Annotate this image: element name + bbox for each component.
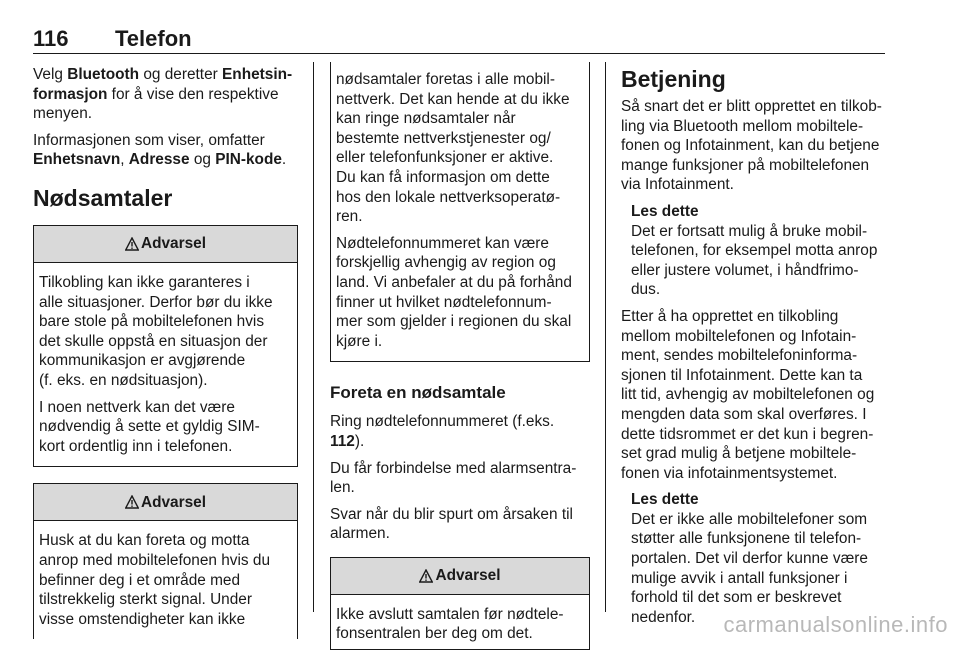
emergency-number: 112 (330, 432, 355, 450)
column-divider-2 (605, 62, 606, 612)
warning-paragraph: Tilkobling kan ikke garanteres i alle situasjoner. Derfor bør du ikke bare stole på mobiltelefonen hvis det skulle oppstå en situasjon der kommunikasjon er avgjørende (f. eks. en nødsituasjon). (39, 273, 273, 389)
paragraph-device-info: Velg Bluetooth og deretter Enhetsin- formasjon for å vise den respektive menyen. (33, 66, 293, 123)
warning-icon (419, 569, 433, 583)
menu-term-bluetooth: Bluetooth (67, 66, 140, 83)
header-rule (33, 53, 885, 54)
paragraph-dial: Ring nødtelefonnummeret (f.eks. 112). (330, 413, 555, 450)
term-pin-code: PIN-kode (215, 151, 282, 169)
page-title: Telefon (115, 26, 192, 51)
column-1 (33, 65, 298, 655)
warning-icon (125, 495, 139, 509)
note-title: Les dette (631, 491, 699, 509)
paragraph-after-connection: Etter å ha opprettet en tilkobling mellom mobiltelefonen og Infotain- ment, sendes mobiltelefoninforma- sjonen til Infotainment. Dette kan ta litt tid, avhengig av mobiltelefonen og mengden data som skal overføres. I dette tidsrommet er det kun i begren- set grad mulig å betjene mobiltele- fonen via infotainmentsystemet. (621, 307, 875, 482)
warning-paragraph: Ikke avslutt samtalen før nødtele- fonsentralen ber deg om det. (336, 605, 564, 643)
paragraph-info-fields: Informasjonen som viser, omfatter Enhetsnavn, Adresse og PIN-kode. (33, 131, 287, 169)
warning-box-2 (33, 483, 298, 639)
term-address: Adresse (128, 151, 190, 169)
paragraph-connected: Du får forbindelse med alarmsentra- len. (330, 459, 577, 497)
warning-box-3 (330, 557, 590, 650)
warning-header (34, 226, 297, 263)
paragraph-answer: Svar når du blir spurt om årsaken til alarmen. (330, 505, 573, 543)
column-divider-1 (313, 62, 314, 612)
warning-title: Advarsel (140, 493, 207, 511)
note-2: Les dette Det er ikke alle mobiltelefoner som støtter alle funksjonene til telefon- portalen. Det vil derfor kunne være mulige avvik i antall funksjoner i forhold til det som er beskrevet nedenfor. (621, 490, 889, 627)
note-title: Les dette (631, 202, 699, 220)
warning-box-1 (33, 225, 298, 467)
warning-paragraph: Nødtelefonnummeret kan være forskjellig avhengig av region og land. Vi anbefaler at du på forhånd finner ut hvilket nødtelefonnum- mer som gjelder i regionen du skal kjøre i. (336, 234, 572, 350)
warning-header (331, 558, 589, 595)
column-3 (621, 65, 889, 634)
column-2 (330, 62, 590, 666)
page-header (33, 22, 885, 54)
section-heading-emergency-calls: Nødsamtaler (33, 184, 173, 211)
warning-paragraph: nødsamtaler foretas i alle mobil- nettverk. Det kan hende at du ikke kan ringe nødsamtaler når bestemte nettverkstjenester og/ eller telefonfunksjoner er aktive. Du kan få informasjon om dette hos den lokale nettverksoperatø- ren. (336, 71, 570, 226)
warning-icon (125, 237, 139, 251)
section-heading-operation: Betjening (621, 66, 726, 92)
warning-title: Advarsel (140, 235, 207, 253)
warning-paragraph: I noen nettverk kan det være nødvendig å sette et gyldig SIM- kort ordentlig inn i telefonen. (39, 398, 260, 455)
warning-box-2-continued (330, 62, 590, 362)
warning-header (34, 484, 297, 521)
watermark: carmanualsonline.info (723, 612, 948, 637)
page-number: 116 (33, 26, 69, 51)
paragraph-operation-intro: Så snart det er blitt opprettet en tilkob- ling via Bluetooth mellom mobiltele- fonen og Infotainment, kan du betjene mange funksjoner på mobiltelefonen via Infotainment. (621, 98, 882, 194)
subheading-make-emergency-call: Foreta en nødsamtale (330, 383, 506, 403)
term-device-name: Enhetsnavn (33, 151, 121, 169)
menu-term-device-info: Enhetsin- (222, 66, 293, 83)
warning-paragraph: Husk at du kan foreta og motta anrop med mobiltelefonen hvis du befinner deg i et område med tilstrekkelig sterkt signal. Under visse omstendigheter kan ikke (39, 532, 271, 628)
note-1: Les dette Det er fortsatt mulig å bruke mobil- telefonen, for eksempel motta anrop eller justere volumet, i håndfrimo- dus. (621, 202, 889, 300)
warning-title: Advarsel (435, 567, 501, 585)
